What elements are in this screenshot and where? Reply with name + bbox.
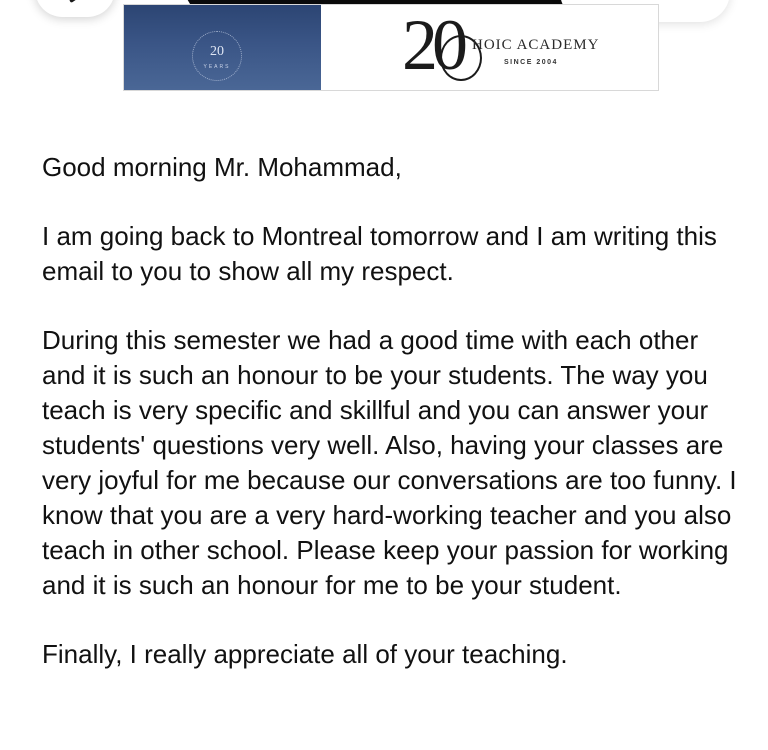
logo-number: 20 — [402, 5, 462, 85]
email-body — [42, 150, 742, 706]
email-paragraph: Finally, I really appreciate all of your teaching. — [42, 639, 568, 669]
email-greeting: Good morning Mr. Mohammad, — [42, 152, 402, 182]
chevron-left-icon — [69, 0, 81, 3]
anniversary-seal — [192, 31, 242, 81]
email-paragraph: During this semester we had a good time with each other and it is such an honour to be your students. The way you teach is very specific and skillful and you can answer your students' questions very well. Also, having your classes are very joyful for me because our conversations are too funny. I know that you are a very hard-working teacher and you also teach in other school. Please keep your passion for working and it is such an honour for me to be your student. — [42, 325, 737, 600]
banner-blue-panel — [124, 5, 321, 90]
academy-name: HOIC ACADEMY — [472, 37, 600, 53]
back-button[interactable] — [35, 0, 115, 17]
email-paragraph: I am going back to Montreal tomorrow and I am writing this email to you to show all my respect. — [42, 221, 717, 286]
academy-banner-image — [123, 4, 659, 91]
seal-text: YEARS — [203, 64, 231, 70]
since-text: SINCE 2004 — [504, 59, 558, 66]
seal-number: 20 — [210, 44, 224, 59]
